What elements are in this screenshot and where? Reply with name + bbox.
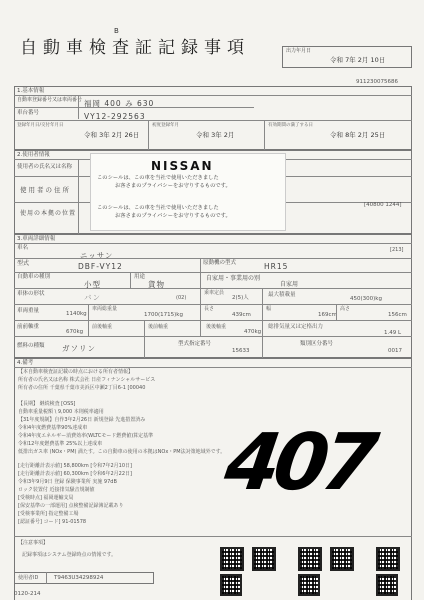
capacity-label: 乗車定員 [204,290,225,296]
qr-code-1 [220,547,244,571]
b-mark: B [114,27,119,35]
nissan-logo: NISSAN [151,159,214,173]
qr-code-6 [220,574,242,596]
front-rear-axle-label: 前後軸重 [92,324,113,330]
width-label: 幅 [266,306,272,312]
remark-line: 【本自動車検査証記載の時点における所有者情報】 [18,369,134,375]
max-load-label: 最大積載量 [268,292,296,298]
length-value: 439cm [232,312,251,318]
front-axle-value: 670kg [66,329,84,335]
qr-code-2 [252,547,276,571]
remark-line: [走行距離計表示値] 58,800km [令和7年2月10日] [18,463,132,469]
body-label: 車体の形状 [17,291,45,297]
output-date: 令和 7年 2月 10日 [330,56,386,64]
notes-text: 記録事項はシステム登録時点の情報です。 [22,552,117,558]
front-axle-label: 前前軸重 [17,324,40,330]
qr-code-5 [376,547,400,571]
rear-front-axle-label: 後前軸重 [148,324,169,330]
remark-line: [受検事業所] 指定整備工場 [18,511,79,517]
fuel-value: ガソリン [62,344,96,353]
capacity-value: 2(5)人 [232,295,249,301]
document-title: 自動車検査証記録事項 [20,38,250,58]
qr-code-7 [298,574,320,596]
weight-value: 1140kg [66,311,87,317]
remark-line: 【長期】 継続検査 [OSS] [18,401,76,407]
length-label: 長さ [204,306,215,312]
reg-date-value: 令和 3年 2月 26日 [84,131,140,139]
qr-code-8 [376,574,398,596]
user-id-label: 使用者ID [18,575,39,581]
footer-code: 0120-214 [14,591,41,597]
seal-text-3: このシールは、この車を当社で使用いただきました [97,205,219,211]
user-address-label: 使用者の住所 [20,186,71,194]
purpose-value: 自家用 [280,281,299,288]
engine-value: HR15 [264,262,289,271]
rear-axle-value: 470kg [244,329,262,335]
user-id-value: T9463U34298924 [54,575,104,581]
seal-text-4: お客さまのプライバシーをお守りするものです。 [115,213,231,219]
body-code: (02) [176,295,187,301]
remark-line: 令和4年度燃費基準90%達成車 [18,425,88,431]
remark-line: 令和3年9月9日 登録 保険事業所 実施 97dB [18,479,117,485]
gross-value: 1700(1715)kg [144,312,183,318]
width-value: 169cm [318,312,337,318]
remark-line: 令和12年度燃費基準 25%以上達成車 [18,441,103,447]
first-reg-label: 初度登録年月 [152,123,179,128]
reg-number-value: 福岡 400 み 630 [84,99,155,108]
maker-code: [213] [390,247,404,253]
user-code: [40800 1244] [364,202,402,208]
reg-number-label: 自動車登録番号又は車両番号 [17,97,83,103]
seal-text-1: このシールは、この車を当社で使用いただきました [97,175,219,181]
category-value: 0017 [388,348,402,354]
section-3-heading: 3.車両詳細情報 [17,236,56,242]
remark-line: [認証番号] コード] 91-01578 [18,519,87,525]
displacement-value: 1.49 L [384,330,402,336]
section-1-heading: 1.基本情報 [17,88,45,94]
remark-line: 低排出ガス車 (NOx・PM) 満たす。この自動車の使用の本拠はNOx・PM法対策地域外です。 [18,449,226,455]
model-number-label: 型式指定番号 [178,341,212,347]
remark-line: 自動車重量税額 \ 9,000 本則税率適用 [18,409,104,415]
chassis-label: 車台番号 [17,110,40,116]
type-value: DBF-VY12 [78,262,123,271]
use-label: 用途 [134,274,146,280]
seal-text-2: お客さまのプライバシーをお守りするものです。 [115,183,231,189]
displacement-label: 総排気量又は定格出力 [268,324,324,330]
qr-code-3 [298,547,322,571]
remark-line: [保安基準の一部運用] 点検整備記録簿記載あり [18,503,124,509]
kind-label: 自動車の種別 [17,274,51,280]
gross-label: 車両総重量 [92,306,118,312]
fuel-label: 燃料の種類 [17,343,45,349]
remark-line: ロック装置付 近接排気騒音規制値 [18,487,95,493]
remark-line: 所有者の氏名又は名称 株式会社 日産フィナンシャルサービス [18,377,156,383]
weight-label: 車両重量 [17,308,40,314]
category-label: 類別区分番号 [300,341,334,347]
maker-label: 車名 [17,245,29,251]
base-location-label: 使用の本拠の位置 [20,210,77,217]
qr-code-4 [330,547,354,571]
max-load-value: 450(300)kg [350,296,382,302]
engine-label: 原動機の型式 [203,260,237,266]
first-reg-value: 令和 3年 2月 [196,131,235,139]
expiry-label: 有効期間の満了する日 [268,123,313,128]
body-value: バン [84,293,101,302]
remark-line: [受検時点] 福岡運輸支局 [18,495,74,501]
document-number: 911230075686 [356,79,398,85]
type-label: 型式 [17,260,30,267]
chassis-value: VY12-292563 [84,112,146,121]
height-value: 156cm [388,312,407,318]
remark-line: 令和4年度エネルギー消費効率(WLTCモード燃費値)算定基準 [18,433,154,439]
remark-line: 【31年度規制】自作3年2月26日 新規登録 先進措置済み [18,417,146,423]
output-date-label: 出力年月日 [286,48,312,54]
remark-line: [走行距離計表示値] 60,300km [令和6年2月22日] [18,471,132,477]
section-4-heading: 4.備考 [17,360,34,366]
use-value: 貨物 [148,280,165,289]
section-2-heading: 2.使用者情報 [17,152,50,158]
kind-value: 小型 [84,280,101,289]
remark-line: 所有者の住所 千葉県千葉市美浜区中瀬2丁目6-1 [00040 [18,385,146,391]
reg-date-label: 登録年月日/交付年月日 [17,123,64,128]
maker-value: ニッサン [80,251,114,260]
handwritten-number: 407 [219,418,378,508]
expiry-value: 令和 8年 2月 25日 [330,131,386,139]
user-name-label: 使用者の氏名又は名称 [17,164,73,170]
purpose-label: 自家用・事業用の別 [206,275,261,282]
height-label: 高さ [340,306,351,312]
rear-axle-label: 後後軸重 [206,324,227,330]
notes-heading: 【注意事項】 [18,540,49,546]
model-number-value: 15633 [232,348,250,354]
